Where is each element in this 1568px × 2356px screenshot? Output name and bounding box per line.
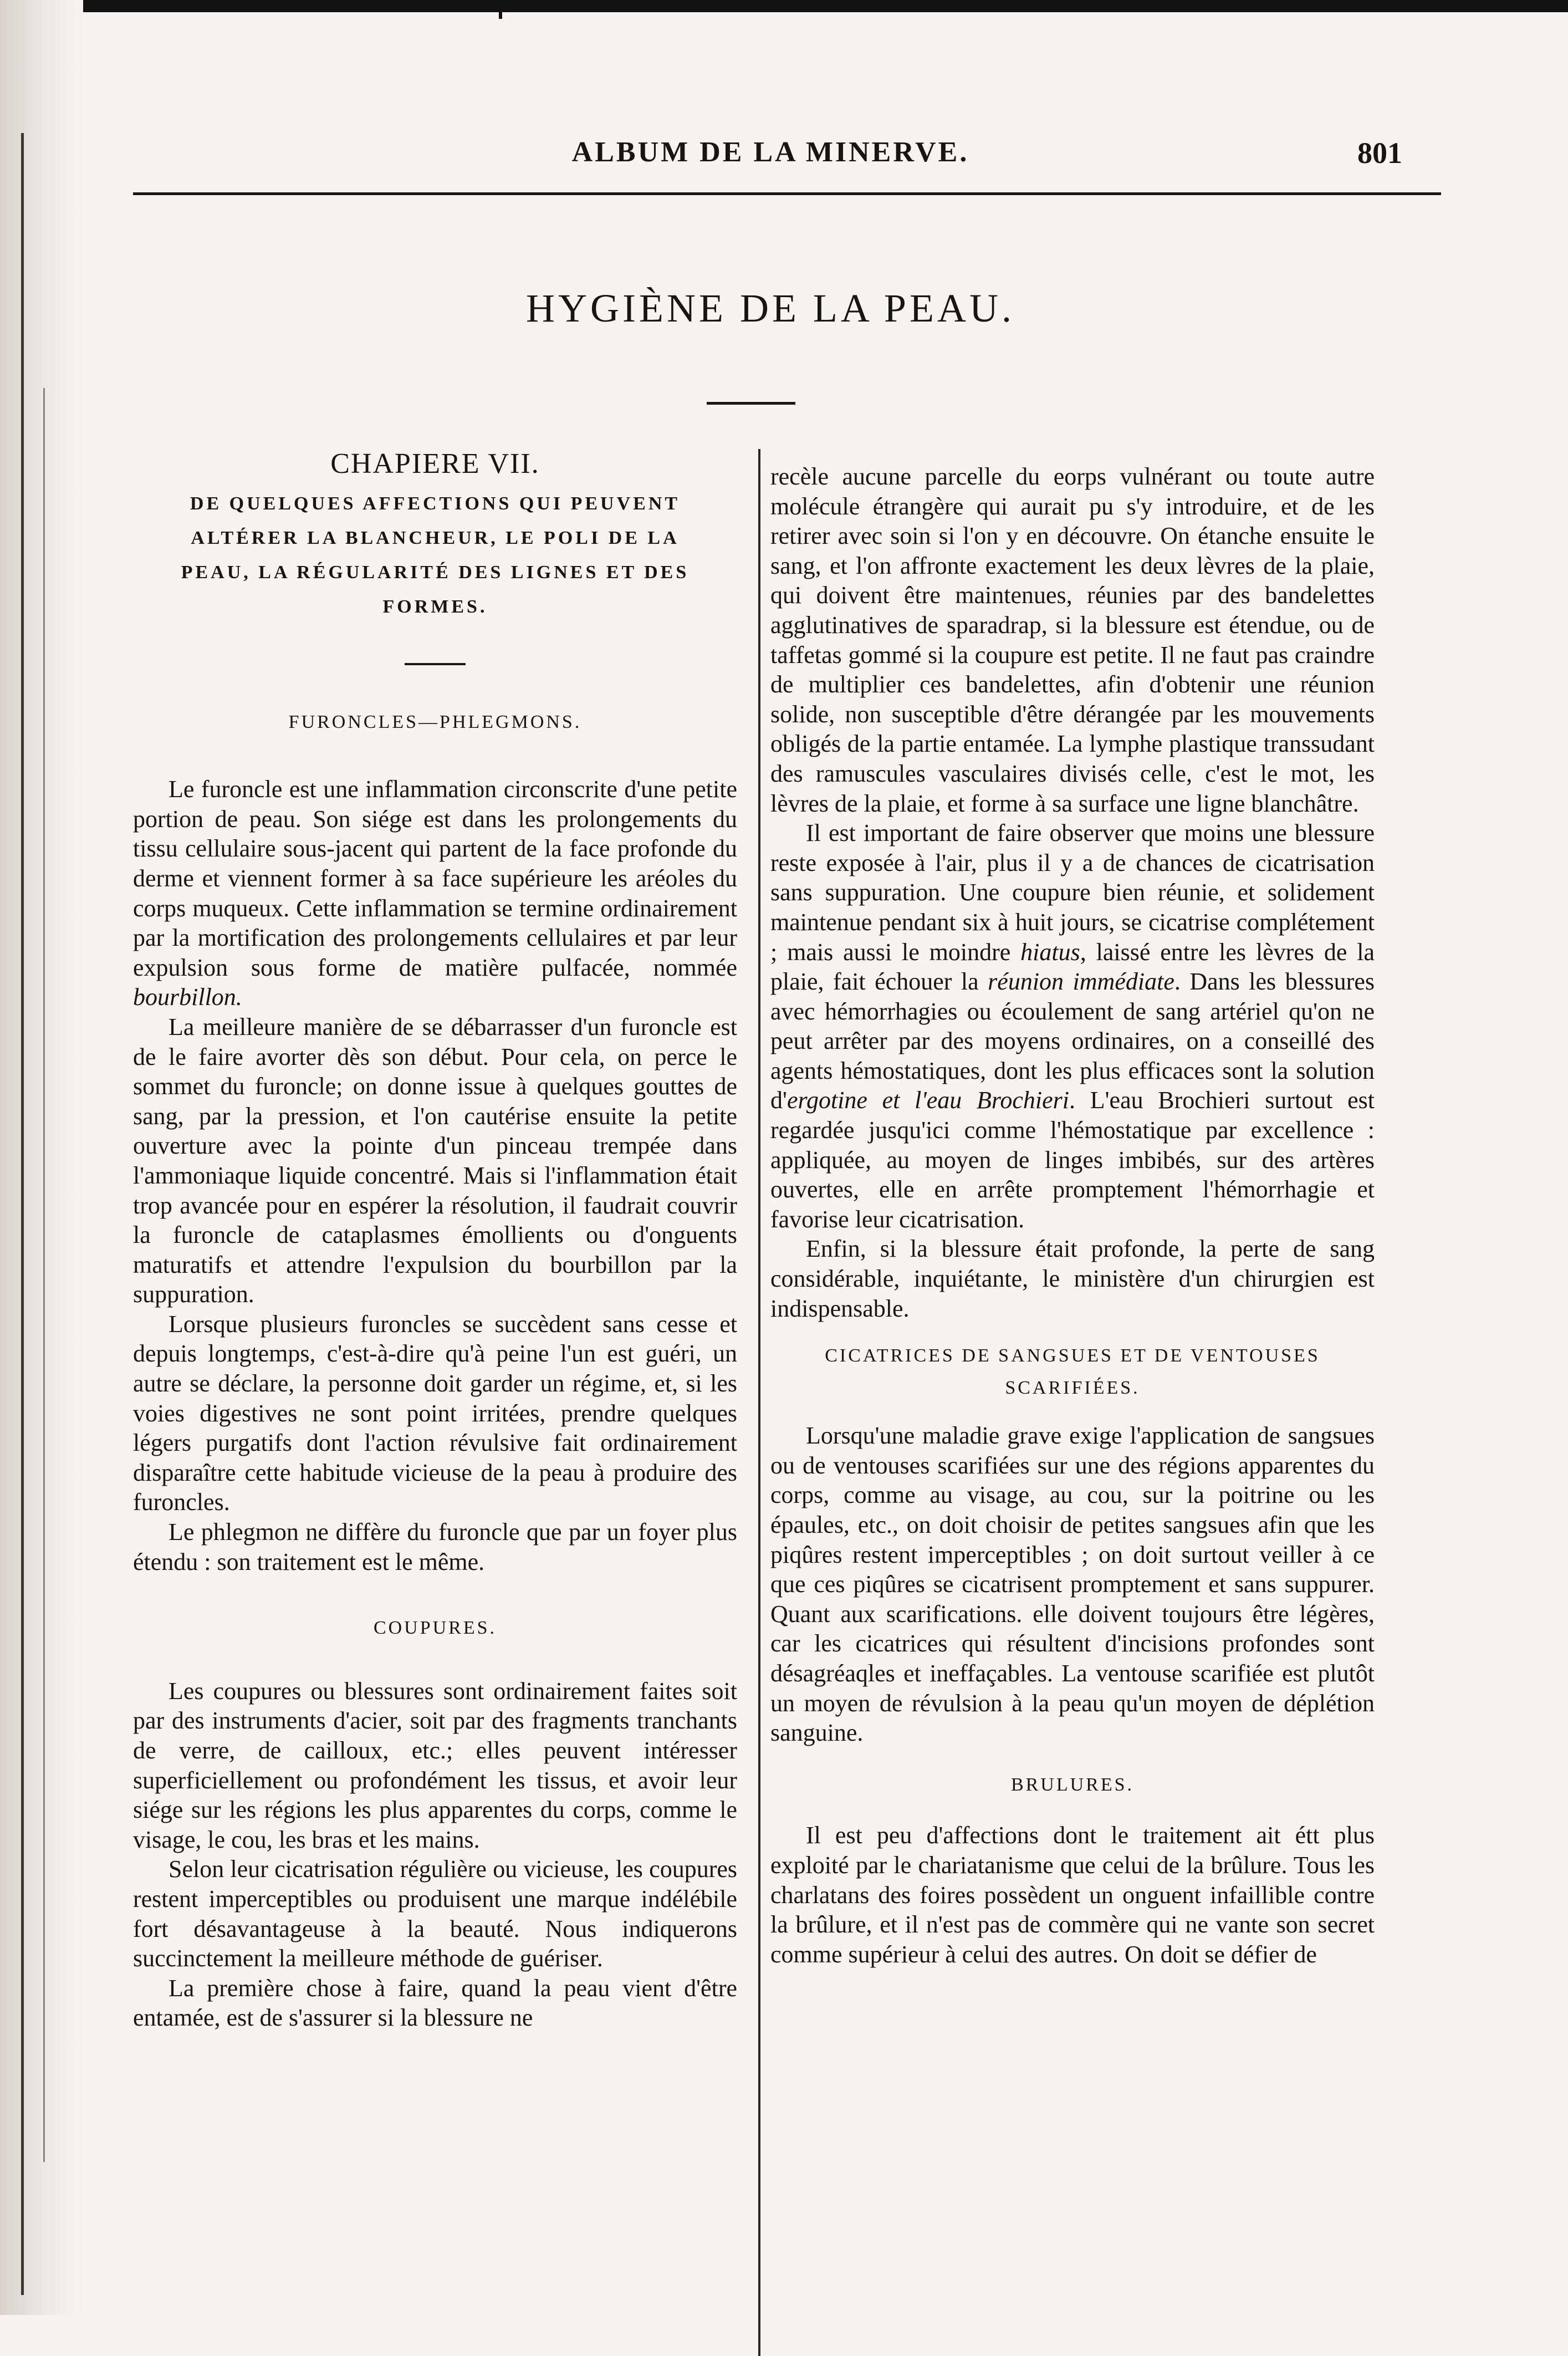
paragraph-text: Le furoncle est une inflammation circonscrite d'une petite portion de peau. Son siége est dans les prolongements du tissu cellulaire sous-jacent qui partent de la face profonde du derme et viennent former à sa face supérieure les aréoles du corps muqueux. Cette inflammation se termine ordinairement par la mortification des prolongements cellulaires et par leur expulsion sous forme de matière pulfacée, nommée <box>133 776 737 981</box>
paragraph-text: . L'eau Brochieri surtout est regardée jusqu'ici comme l'hémostatique par excellence : appliquée, au moyen de linges imbibés, sur des artères ouvertes, elle en arrête promptement l'hémorrhagie et favorise leur cicatrisation. <box>770 1087 1375 1233</box>
binding-rule <box>21 133 24 2295</box>
section-heading-brulures: BRULURES. <box>1010 1774 1135 1795</box>
right-column <box>770 462 1375 1969</box>
paragraph <box>133 774 737 1012</box>
paragraph-text: Il est important de faire observer que moins une blessure reste exposée à l'air, plus il y a de chances de cicatrisation sans suppuration. Une coupure bien réunie, et solidement maintenue pendant six à huit jours, se cicatrise complétement ; mais aussi le moindre <box>770 819 1375 966</box>
left-column <box>133 438 737 2033</box>
paragraph-emphasis: ergotine et l'eau Brochieri <box>786 1087 1070 1114</box>
top-edge-tick <box>499 0 502 19</box>
page-number: 801 <box>1357 136 1402 170</box>
section-heading-cicatrices: CICATRICES DE SANGSUES ET DE VENTOUSES SCARIFIÉES. <box>825 1345 1320 1399</box>
running-header <box>133 136 1408 180</box>
section-heading-coupures: COUPURES. <box>373 1618 497 1639</box>
binding-shadow-rule <box>43 388 45 2162</box>
header-rule <box>133 192 1441 195</box>
paragraph-text: . Dans les blessures avec hémorrhagies ou écoulement de sang artériel qu'on ne peut arrêter par des moyens ordinaires, on a conseillé des agents hémostatiques, dont les plus efficaces sont la solution d' <box>770 968 1375 1114</box>
title-rule <box>707 402 795 405</box>
paragraph-emphasis: réunion immédiate <box>988 968 1174 996</box>
paragraph: La meilleure manière de se débarrasser d'un furoncle est de le faire avorter dès son début. Pour cela, on perce le sommet du furoncle; on donne issue à quelques gouttes de sang, par la pression, et l'on cautérise ensuite la petite ouverture avec la pointe d'un pinceau trempée dans l'ammoniaque liquide concentré. Mais si l'inflammation était trop avancée pour en espérer la résolution, il faudrait couvrir la furoncle de cataplasmes émollients ou d'onguents maturatifs et attendre l'expulsion du bourbillon par la suppuration. <box>133 1013 737 1308</box>
chapter-subtitle: DE QUELQUES AFFECTIONS QUI PEUVENT ALTÉRER LA BLANCHEUR, LE POLI DE LA PEAU, LA RÉGULARITÉ DES LIGNES ET DES FORMES. <box>181 493 689 617</box>
paragraph: Selon leur cicatrisation régulière ou vicieuse, les coupures restent imperceptibles ou produisent une marque indélébile fort désavantageuse à la beauté. Nous indiquerons succinctement la meilleure méthode de guériser. <box>133 1855 737 1972</box>
page-binding-edge <box>0 0 83 2315</box>
paragraph: Les coupures ou blessures sont ordinairement faites soit par des instruments d'acier, soit par des fragments tranchants de verre, de cailloux, etc.; elles peuvent intéresser superficiellement ou profondément les tissus, et avoir leur siége sur les régions les plus apparentes du corps, comme le visage, le cou, les bras et les mains. <box>133 1677 737 1853</box>
column-divider <box>758 449 760 2356</box>
section-heading-furoncles: FURONCLES—PHLEGMONS. <box>288 711 582 732</box>
paragraph: Enfin, si la blessure était profonde, la perte de sang considérable, inquiétante, le ministère d'un chirurgien est indispensable. <box>770 1235 1375 1322</box>
chapter-heading: CHAPIERE VII. <box>330 448 540 480</box>
paragraph-emphasis: bourbillon. <box>133 983 242 1011</box>
article-title: HYGIÈNE DE LA PEAU. <box>526 286 1015 330</box>
paragraph: Le phlegmon ne diffère du furoncle que par un foyer plus étendu : son traitement est le même. <box>133 1518 737 1575</box>
section-rule <box>405 663 466 665</box>
top-edge-rule <box>0 0 1568 12</box>
paragraph: recèle aucune parcelle du eorps vulnérant ou toute autre molécule étrangère qui aurait pu s'y introduire, et de les retirer avec soin si l'on y en découvre. On étanche ensuite le sang, et l'on affronte exactement les deux lèvres de la plaie, qui doivent être maintenues, réunies par des bandelettes agglutinatives de sparadrap, si la blessure est étendue, ou de taffetas gommé si la coupure est petite. Il ne faut pas craindre de multiplier ces bandelettes, afin d'obtenir une réunion solide, non susceptible d'être dérangée par les mouvements obligés de la partie entamée. La lymphe plastique transsudant des ramuscules vasculaires divisés celle, c'est le mot, les lèvres de la plaie, et forme à sa surface une ligne blanchâtre. <box>770 463 1375 817</box>
paragraph: Il est peu d'affections dont le traitement ait étt plus exploité par le chariatanisme que celui de la brûlure. Tous les charlatans des foires possèdent un onguent infaillible contre la brûlure, et il n'est pas de commère qui ne vante son secret comme supérieur à celui des autres. On doit se défier de <box>770 1822 1375 1968</box>
paragraph <box>770 818 1375 1234</box>
paragraph-text: , laissé entre les lèvres de la plaie, fait échouer la <box>770 938 1375 996</box>
running-title: ALBUM DE LA MINERVE. <box>571 136 969 168</box>
paragraph: Lorsque plusieurs furoncles se succèdent sans cesse et depuis longtemps, c'est-à-dire qu'à peine l'un est guéri, un autre se déclare, la personne doit garder un régime, et, si les voies digestives ne sont point irritées, prendre quelques légers purgatifs dont l'action révulsive fait ordinairement disparaître cette habitude vicieuse de la peau à produire des furoncles. <box>133 1310 737 1516</box>
paragraph-emphasis: hiatus <box>1020 938 1080 966</box>
paragraph: Lorsqu'une maladie grave exige l'application de sangsues ou de ventouses scarifiées sur une des régions apparentes du corps, comme au visage, au cou, sur la poitrine ou les épaules, etc., on doit choisir de petites sangsues afin que les piqûres restent imperceptibles ; on doit surtout veiller à ce que ces piqûres se cicatrisent promptement et sans suppurer. Quant aux scarifications. elle doivent toujours être légères, car les cicatrices qui résultent d'incisions profondes sont désagréaqles et ineffaçables. La ventouse scarifiée est plutôt un moyen de révulsion à la peau qu'un moyen de déplétion sanguine. <box>770 1422 1375 1747</box>
paragraph: La première chose à faire, quand la peau vient d'être entamée, est de s'assurer si la blessure ne <box>133 1974 737 2032</box>
